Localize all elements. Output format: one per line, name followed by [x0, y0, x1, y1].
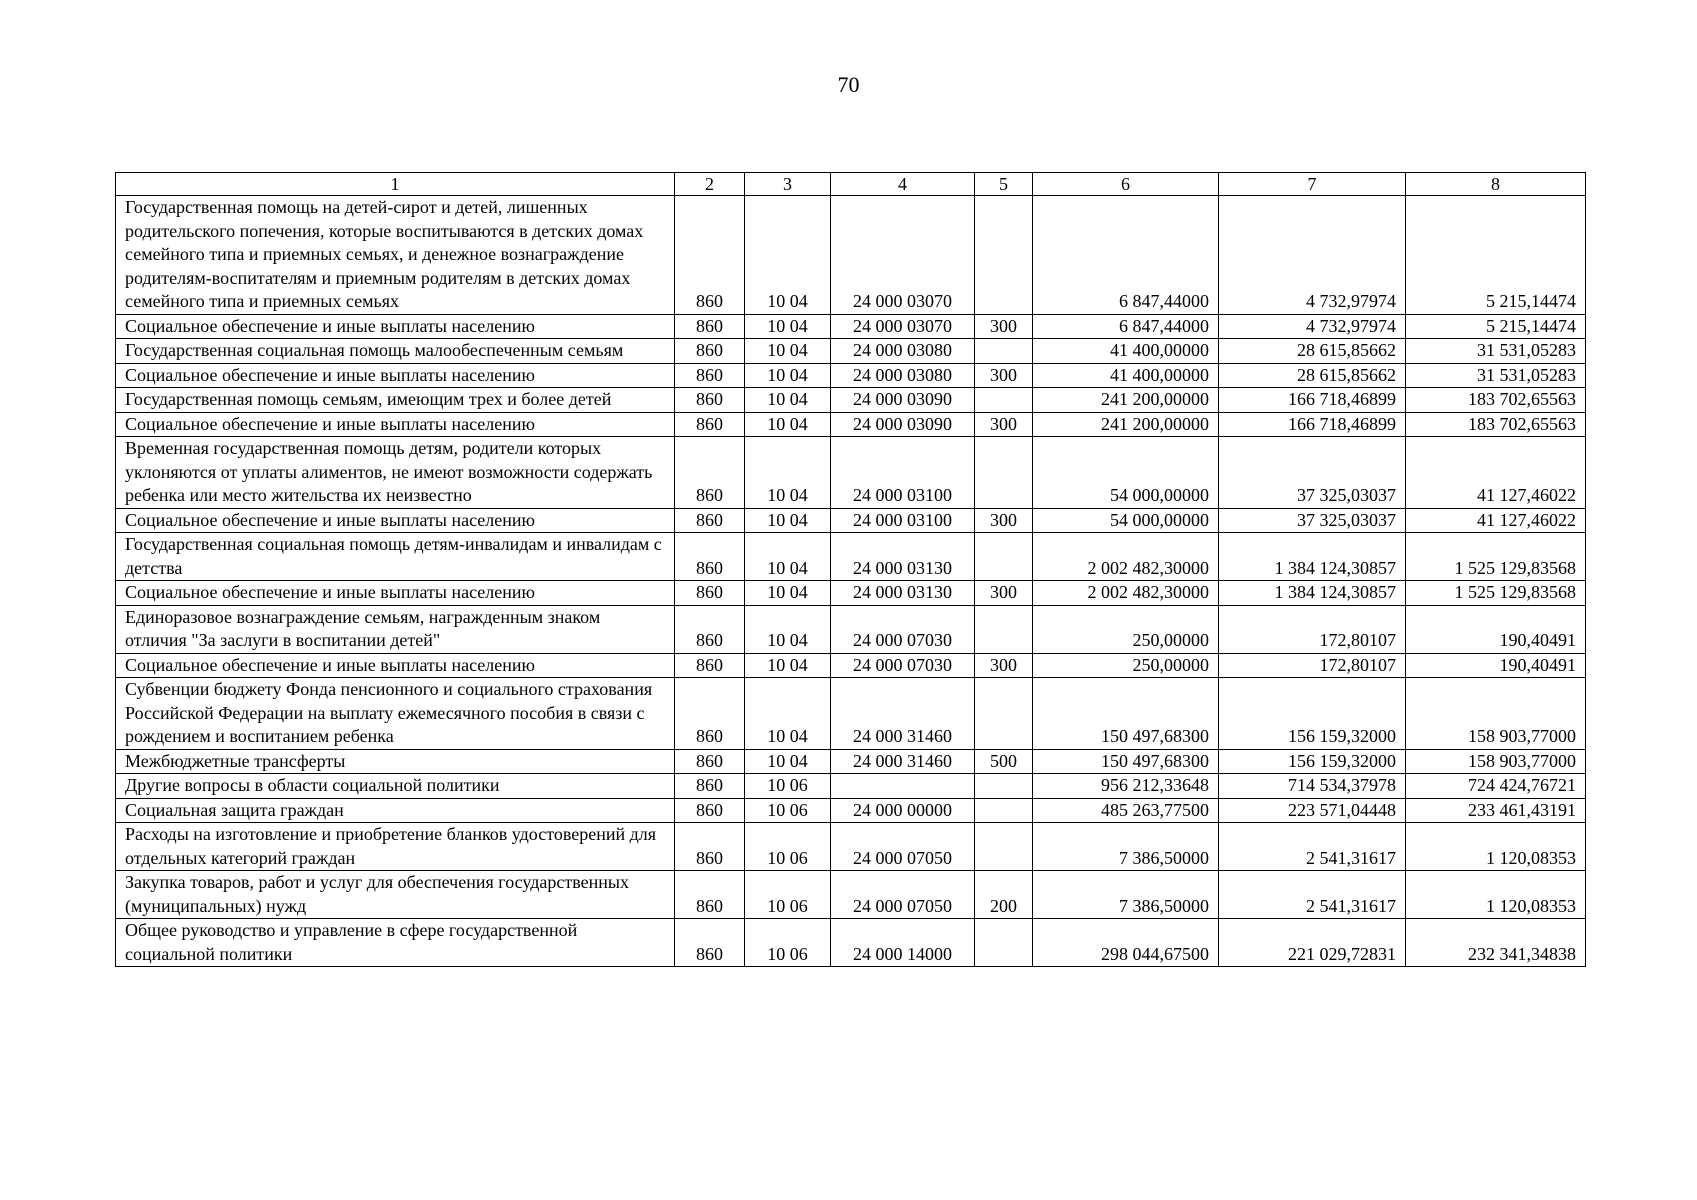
col-8-cell: 31 531,05283 — [1406, 363, 1586, 388]
col-3-cell: 10 06 — [745, 871, 831, 919]
table-row — [116, 314, 1586, 339]
col-4-cell: 24 000 03080 — [831, 339, 975, 364]
col-6-cell: 6 847,44000 — [1033, 314, 1219, 339]
col-6-cell: 7 386,50000 — [1033, 823, 1219, 871]
col-3-cell: 10 04 — [745, 605, 831, 653]
col-8-cell: 31 531,05283 — [1406, 339, 1586, 364]
col-4-cell: 24 000 03130 — [831, 533, 975, 581]
table-row — [116, 823, 1586, 871]
col-3-cell: 10 04 — [745, 581, 831, 606]
col-3-cell: 10 06 — [745, 919, 831, 967]
col-2-cell: 860 — [675, 871, 745, 919]
col-3-cell: 10 06 — [745, 774, 831, 799]
column-header: 1 — [116, 173, 675, 196]
table-row — [116, 196, 1586, 315]
col-8-cell: 724 424,76721 — [1406, 774, 1586, 799]
row-name-cell: Субвенции бюджету Фонда пенсионного и социального страхования Российской Федерации на выплату ежемесячного пособия в связи с рождением и воспитанием ребенка — [116, 678, 675, 750]
col-8-cell: 41 127,46022 — [1406, 437, 1586, 509]
col-3-cell: 10 04 — [745, 388, 831, 413]
col-3-cell: 10 04 — [745, 533, 831, 581]
budget-table — [115, 172, 1586, 967]
col-8-cell: 232 341,34838 — [1406, 919, 1586, 967]
col-4-cell: 24 000 00000 — [831, 798, 975, 823]
col-7-cell: 172,80107 — [1219, 605, 1406, 653]
col-7-cell: 221 029,72831 — [1219, 919, 1406, 967]
col-7-cell: 37 325,03037 — [1219, 508, 1406, 533]
col-4-cell: 24 000 03080 — [831, 363, 975, 388]
col-8-cell: 183 702,65563 — [1406, 388, 1586, 413]
row-name-cell: Расходы на изготовление и приобретение бланков удостоверений для отдельных категорий граждан — [116, 823, 675, 871]
table-row — [116, 508, 1586, 533]
col-6-cell: 250,00000 — [1033, 653, 1219, 678]
col-6-cell: 250,00000 — [1033, 605, 1219, 653]
col-7-cell: 28 615,85662 — [1219, 363, 1406, 388]
col-7-cell: 166 718,46899 — [1219, 388, 1406, 413]
col-4-cell: 24 000 07050 — [831, 871, 975, 919]
row-name-cell: Временная государственная помощь детям, родители которых уклоняются от уплаты алиментов, не имеют возможности содержать ребенка или место жительства их неизвестно — [116, 437, 675, 509]
column-header: 3 — [745, 173, 831, 196]
table-row — [116, 437, 1586, 509]
table-row — [116, 581, 1586, 606]
col-7-cell: 4 732,97974 — [1219, 314, 1406, 339]
table-row — [116, 678, 1586, 750]
col-6-cell: 2 002 482,30000 — [1033, 581, 1219, 606]
column-header: 5 — [975, 173, 1033, 196]
col-6-cell: 150 497,68300 — [1033, 678, 1219, 750]
col-3-cell: 10 04 — [745, 678, 831, 750]
col-5-cell — [975, 798, 1033, 823]
col-4-cell: 24 000 03090 — [831, 388, 975, 413]
col-6-cell: 41 400,00000 — [1033, 339, 1219, 364]
col-7-cell: 37 325,03037 — [1219, 437, 1406, 509]
col-6-cell: 956 212,33648 — [1033, 774, 1219, 799]
page-number: 70 — [837, 72, 860, 97]
col-8-cell: 1 120,08353 — [1406, 823, 1586, 871]
col-7-cell: 28 615,85662 — [1219, 339, 1406, 364]
col-2-cell: 860 — [675, 653, 745, 678]
col-5-cell — [975, 678, 1033, 750]
col-6-cell: 41 400,00000 — [1033, 363, 1219, 388]
col-3-cell: 10 04 — [745, 437, 831, 509]
col-7-cell: 1 384 124,30857 — [1219, 533, 1406, 581]
col-8-cell: 1 525 129,83568 — [1406, 581, 1586, 606]
table-row — [116, 653, 1586, 678]
table-row — [116, 533, 1586, 581]
header-row — [116, 173, 1586, 196]
col-6-cell: 2 002 482,30000 — [1033, 533, 1219, 581]
row-name-cell: Социальное обеспечение и иные выплаты населению — [116, 508, 675, 533]
col-8-cell: 5 215,14474 — [1406, 314, 1586, 339]
col-3-cell: 10 04 — [745, 196, 831, 315]
col-6-cell: 7 386,50000 — [1033, 871, 1219, 919]
col-8-cell: 190,40491 — [1406, 653, 1586, 678]
col-4-cell: 24 000 31460 — [831, 749, 975, 774]
col-4-cell: 24 000 03100 — [831, 437, 975, 509]
col-5-cell: 200 — [975, 871, 1033, 919]
col-2-cell: 860 — [675, 749, 745, 774]
col-2-cell: 860 — [675, 774, 745, 799]
row-name-cell: Государственная социальная помощь детям-инвалидам и инвалидам с детства — [116, 533, 675, 581]
row-name-cell: Другие вопросы в области социальной политики — [116, 774, 675, 799]
col-2-cell: 860 — [675, 508, 745, 533]
row-name-cell: Государственная помощь на детей-сирот и детей, лишенных родительского попечения, которые воспитываются в детских домах семейного типа и приемных семьях, и денежное вознаграждение родителям-воспитателям и приемным родителям в детских домах семейного типа и приемных семьях — [116, 196, 675, 315]
col-7-cell: 2 541,31617 — [1219, 823, 1406, 871]
row-name-cell: Социальное обеспечение и иные выплаты населению — [116, 314, 675, 339]
col-5-cell: 300 — [975, 653, 1033, 678]
row-name-cell: Социальное обеспечение и иные выплаты населению — [116, 581, 675, 606]
col-5-cell — [975, 339, 1033, 364]
col-6-cell: 6 847,44000 — [1033, 196, 1219, 315]
col-6-cell: 241 200,00000 — [1033, 412, 1219, 437]
table-row — [116, 412, 1586, 437]
col-2-cell: 860 — [675, 363, 745, 388]
table-row — [116, 749, 1586, 774]
table-row — [116, 388, 1586, 413]
col-3-cell: 10 04 — [745, 314, 831, 339]
col-8-cell: 158 903,77000 — [1406, 749, 1586, 774]
col-8-cell: 233 461,43191 — [1406, 798, 1586, 823]
col-5-cell — [975, 774, 1033, 799]
column-header: 8 — [1406, 173, 1586, 196]
col-5-cell: 300 — [975, 412, 1033, 437]
col-8-cell: 190,40491 — [1406, 605, 1586, 653]
col-7-cell: 172,80107 — [1219, 653, 1406, 678]
row-name-cell: Единоразовое вознаграждение семьям, награжденным знаком отличия "За заслуги в воспитании детей" — [116, 605, 675, 653]
table-row — [116, 871, 1586, 919]
col-4-cell — [831, 774, 975, 799]
row-name-cell: Общее руководство и управление в сфере государственной социальной политики — [116, 919, 675, 967]
col-5-cell: 300 — [975, 581, 1033, 606]
col-8-cell: 1 120,08353 — [1406, 871, 1586, 919]
col-3-cell: 10 04 — [745, 339, 831, 364]
col-5-cell — [975, 437, 1033, 509]
table-row — [116, 339, 1586, 364]
col-5-cell: 300 — [975, 314, 1033, 339]
col-4-cell: 24 000 03070 — [831, 196, 975, 315]
col-2-cell: 860 — [675, 196, 745, 315]
col-8-cell: 158 903,77000 — [1406, 678, 1586, 750]
col-5-cell: 300 — [975, 508, 1033, 533]
row-name-cell: Государственная помощь семьям, имеющим трех и более детей — [116, 388, 675, 413]
col-4-cell: 24 000 03070 — [831, 314, 975, 339]
row-name-cell: Социальное обеспечение и иные выплаты населению — [116, 653, 675, 678]
col-4-cell: 24 000 03100 — [831, 508, 975, 533]
column-header: 7 — [1219, 173, 1406, 196]
col-7-cell: 2 541,31617 — [1219, 871, 1406, 919]
column-header: 2 — [675, 173, 745, 196]
col-7-cell: 1 384 124,30857 — [1219, 581, 1406, 606]
table-row — [116, 605, 1586, 653]
col-5-cell — [975, 919, 1033, 967]
col-5-cell: 500 — [975, 749, 1033, 774]
col-7-cell: 156 159,32000 — [1219, 678, 1406, 750]
row-name-cell: Социальная защита граждан — [116, 798, 675, 823]
column-header: 6 — [1033, 173, 1219, 196]
col-7-cell: 156 159,32000 — [1219, 749, 1406, 774]
col-7-cell: 714 534,37978 — [1219, 774, 1406, 799]
col-2-cell: 860 — [675, 314, 745, 339]
table-row — [116, 798, 1586, 823]
col-2-cell: 860 — [675, 823, 745, 871]
col-2-cell: 860 — [675, 581, 745, 606]
col-5-cell: 300 — [975, 363, 1033, 388]
col-8-cell: 1 525 129,83568 — [1406, 533, 1586, 581]
row-name-cell: Межбюджетные трансферты — [116, 749, 675, 774]
col-2-cell: 860 — [675, 533, 745, 581]
col-5-cell — [975, 196, 1033, 315]
col-5-cell — [975, 388, 1033, 413]
col-3-cell: 10 06 — [745, 823, 831, 871]
col-8-cell: 5 215,14474 — [1406, 196, 1586, 315]
col-4-cell: 24 000 03130 — [831, 581, 975, 606]
col-2-cell: 860 — [675, 678, 745, 750]
col-2-cell: 860 — [675, 919, 745, 967]
col-3-cell: 10 04 — [745, 412, 831, 437]
col-3-cell: 10 04 — [745, 749, 831, 774]
col-3-cell: 10 06 — [745, 798, 831, 823]
col-5-cell — [975, 823, 1033, 871]
col-8-cell: 41 127,46022 — [1406, 508, 1586, 533]
table-row — [116, 774, 1586, 799]
col-2-cell: 860 — [675, 388, 745, 413]
table-body — [116, 196, 1586, 967]
col-6-cell: 150 497,68300 — [1033, 749, 1219, 774]
col-4-cell: 24 000 07050 — [831, 823, 975, 871]
col-6-cell: 298 044,67500 — [1033, 919, 1219, 967]
col-6-cell: 485 263,77500 — [1033, 798, 1219, 823]
col-4-cell: 24 000 31460 — [831, 678, 975, 750]
column-header: 4 — [831, 173, 975, 196]
col-2-cell: 860 — [675, 798, 745, 823]
row-name-cell: Государственная социальная помощь малообеспеченным семьям — [116, 339, 675, 364]
col-6-cell: 54 000,00000 — [1033, 508, 1219, 533]
col-5-cell — [975, 605, 1033, 653]
col-4-cell: 24 000 07030 — [831, 605, 975, 653]
col-6-cell: 241 200,00000 — [1033, 388, 1219, 413]
col-3-cell: 10 04 — [745, 363, 831, 388]
col-4-cell: 24 000 07030 — [831, 653, 975, 678]
col-2-cell: 860 — [675, 412, 745, 437]
row-name-cell: Социальное обеспечение и иные выплаты населению — [116, 363, 675, 388]
row-name-cell: Закупка товаров, работ и услуг для обеспечения государственных (муниципальных) нужд — [116, 871, 675, 919]
col-8-cell: 183 702,65563 — [1406, 412, 1586, 437]
row-name-cell: Социальное обеспечение и иные выплаты населению — [116, 412, 675, 437]
col-5-cell — [975, 533, 1033, 581]
col-3-cell: 10 04 — [745, 653, 831, 678]
table-row — [116, 363, 1586, 388]
col-2-cell: 860 — [675, 339, 745, 364]
col-4-cell: 24 000 03090 — [831, 412, 975, 437]
col-7-cell: 223 571,04448 — [1219, 798, 1406, 823]
col-7-cell: 4 732,97974 — [1219, 196, 1406, 315]
col-2-cell: 860 — [675, 605, 745, 653]
col-6-cell: 54 000,00000 — [1033, 437, 1219, 509]
col-2-cell: 860 — [675, 437, 745, 509]
col-4-cell: 24 000 14000 — [831, 919, 975, 967]
col-7-cell: 166 718,46899 — [1219, 412, 1406, 437]
col-3-cell: 10 04 — [745, 508, 831, 533]
table-row — [116, 919, 1586, 967]
